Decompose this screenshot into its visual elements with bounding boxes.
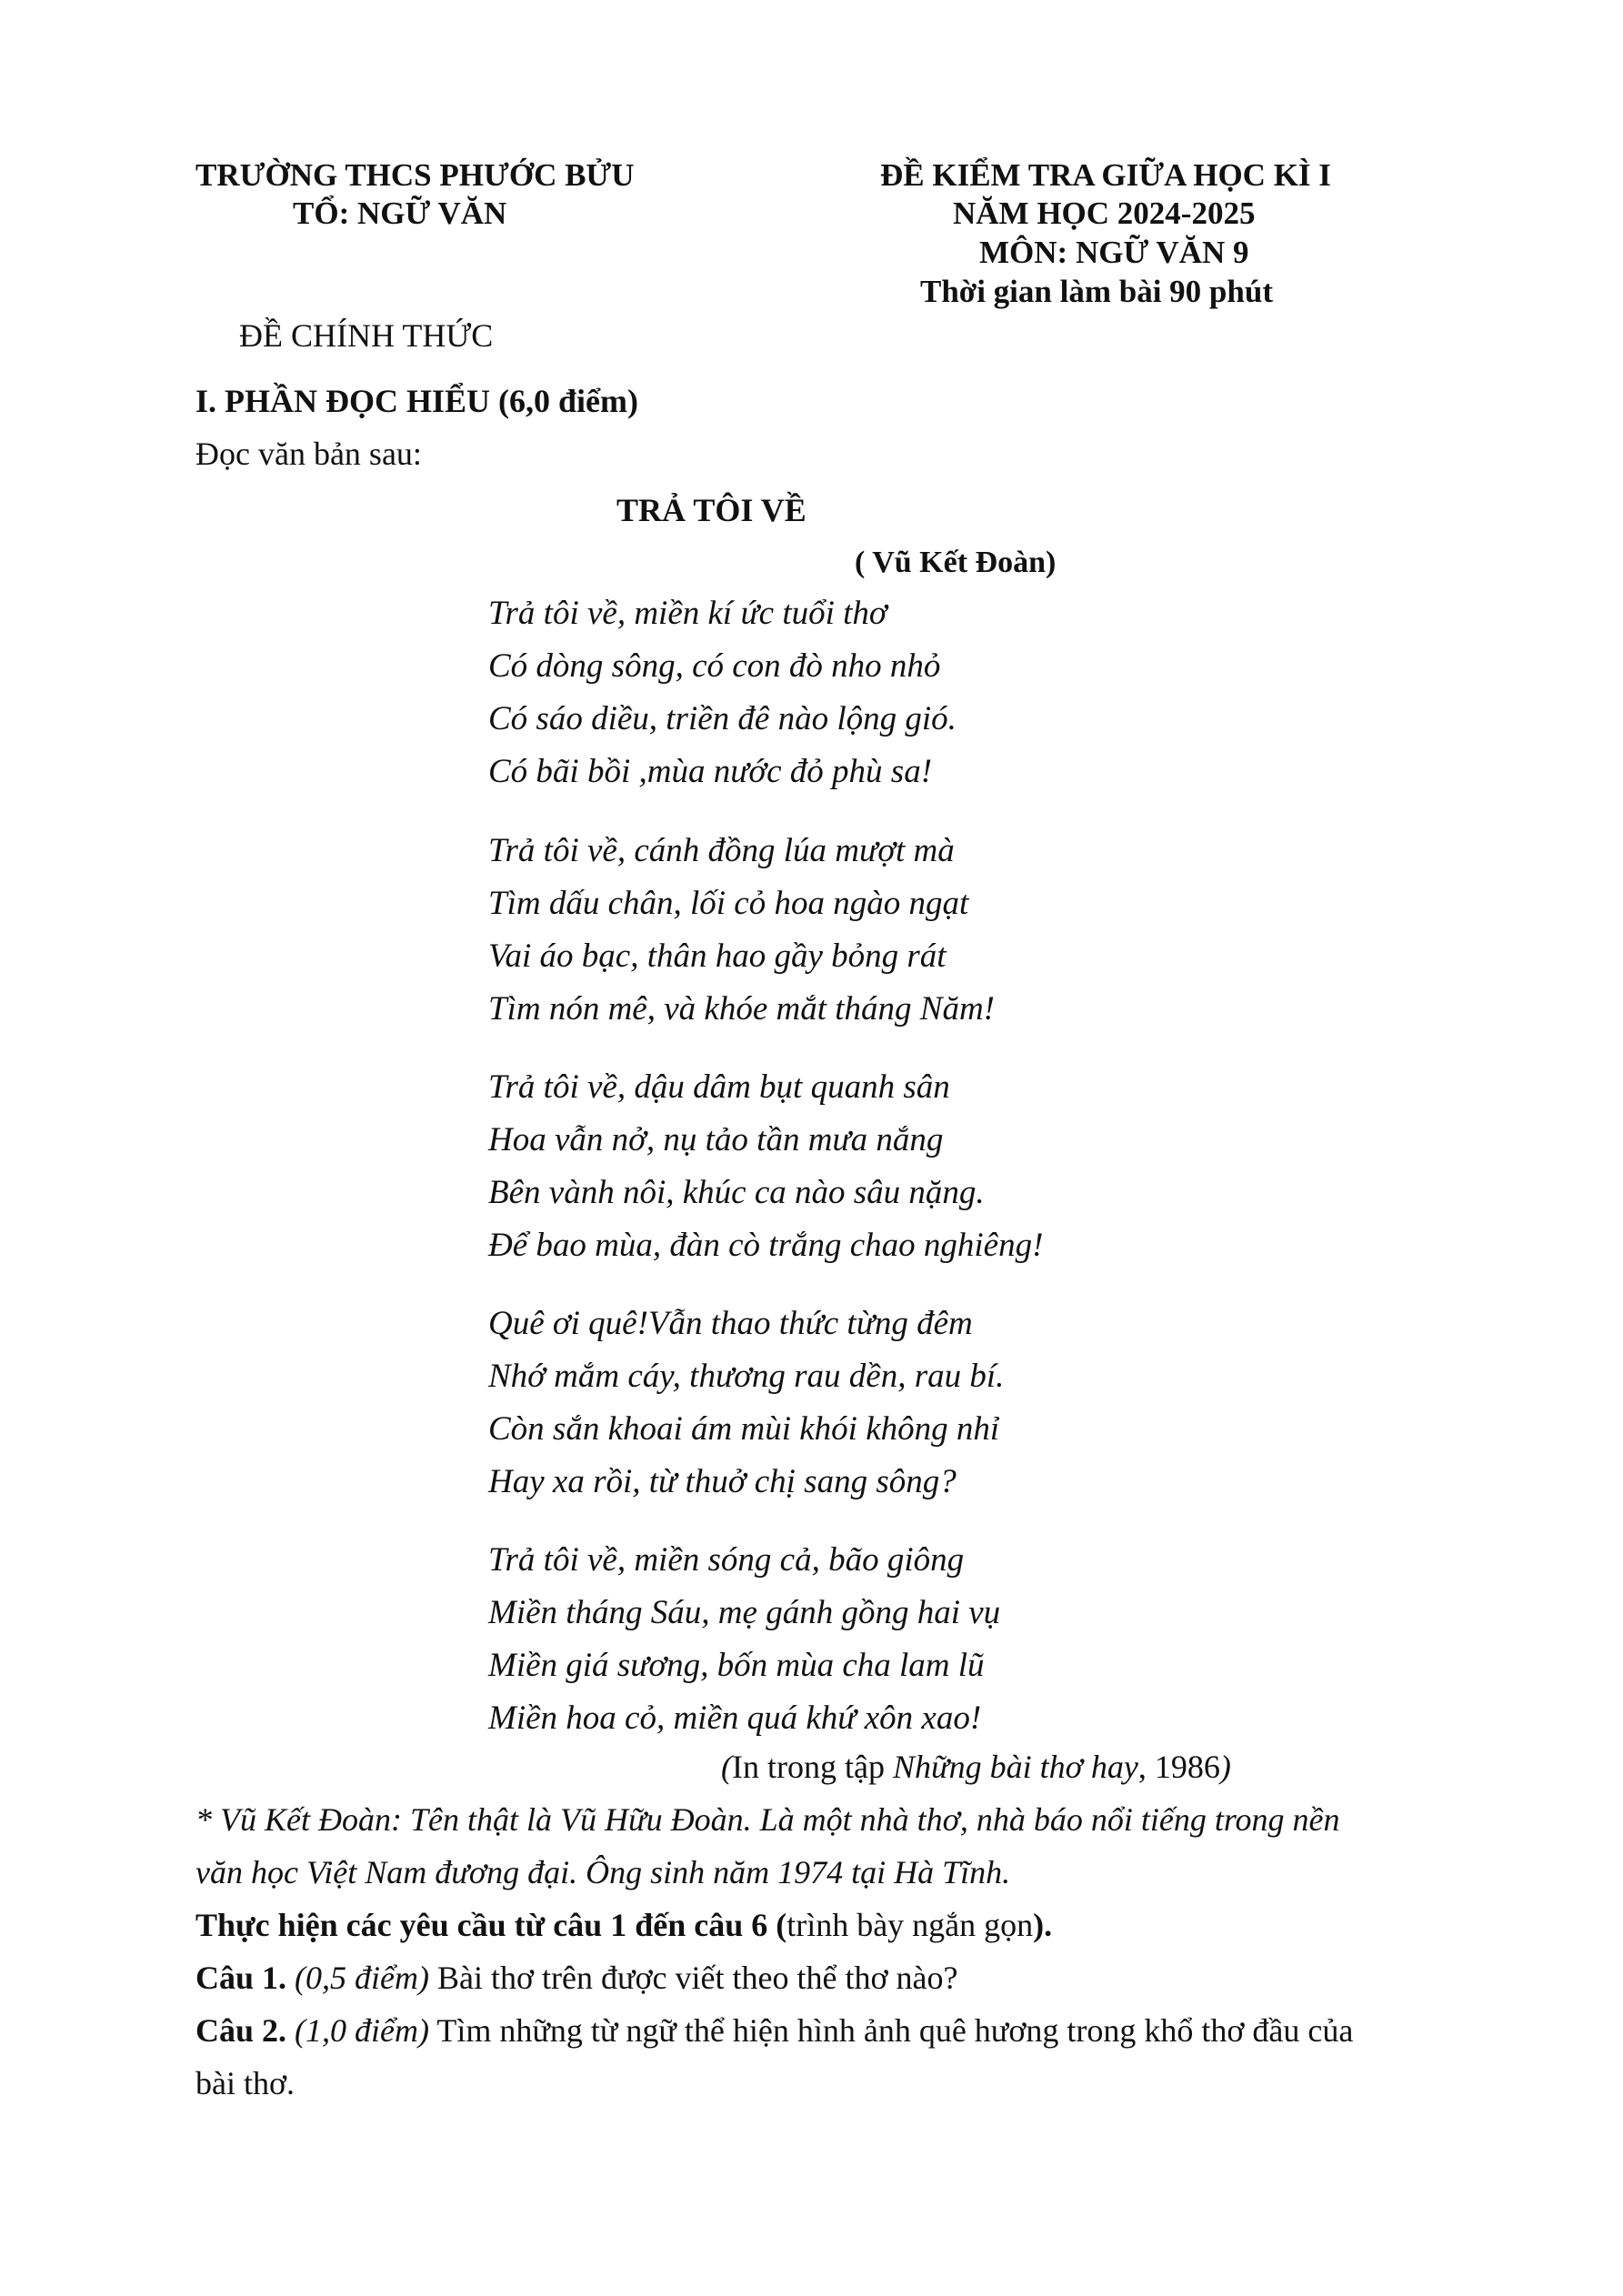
poem-line: Có bãi bồi ,mùa nước đỏ phù sa!: [488, 753, 933, 790]
poem-line: Tìm nón mê, và khóe mắt tháng Năm!: [488, 990, 995, 1028]
task-instruction: [195, 1906, 1052, 1944]
poem-line: Hoa vẫn nở, nụ tảo tần mưa nắng: [488, 1121, 944, 1158]
source-open-paren: (: [721, 1749, 732, 1785]
source-close-paren: ): [1219, 1749, 1231, 1785]
subject: MÔN: NGỮ VĂN 9: [979, 235, 1249, 270]
question-points: (0,5 điểm): [295, 1960, 429, 1996]
question-text: Bài thơ trên được viết theo thể thơ nào?: [437, 1960, 958, 1996]
question-label: Câu 2.: [195, 2012, 287, 2049]
official-label: ĐỀ CHÍNH THỨC: [239, 317, 494, 354]
poem-line: Có sáo diều, triền đê nào lộng gió.: [488, 700, 957, 737]
poem-line: Hay xa rồi, từ thuở chị sang sông?: [488, 1463, 957, 1500]
poem-source: [721, 1748, 1231, 1786]
poem-line: Nhớ mắm cáy, thương rau dền, rau bí.: [488, 1358, 1005, 1395]
question-2-continuation: bài thơ.: [195, 2065, 296, 2101]
author-note-line-1: * Vũ Kết Đoàn: Tên thật là Vũ Hữu Đoàn. Là một nhà thơ, nhà báo nổi tiếng trong nền: [195, 1801, 1340, 1838]
poem-line: Miền hoa cỏ, miền quá khứ xôn xao!: [488, 1699, 982, 1737]
question-1: [195, 1959, 957, 1997]
duration: Thời gian làm bài 90 phút: [920, 274, 1273, 309]
section-title: I. PHẦN ĐỌC HIỂU (6,0 điểm): [195, 383, 638, 419]
source-prefix: In trong tập: [732, 1749, 893, 1785]
task-normal: trình bày ngắn gọn: [786, 1907, 1034, 1943]
poem-line: Trả tôi về, dậu dâm bụt quanh sân: [488, 1068, 950, 1106]
poem-line: Trả tôi về, miền kí ức tuổi thơ: [488, 595, 887, 632]
poem-line: Miền tháng Sáu, mẹ gánh gồng hai vụ: [488, 1594, 1001, 1631]
poem-line: Bên vành nôi, khúc ca nào sâu nặng.: [488, 1174, 985, 1211]
task-bold-start: Thực hiện các yêu cầu từ câu 1 đến câu 6 (: [195, 1907, 787, 1943]
school-year: NĂM HỌC 2024-2025: [953, 196, 1256, 231]
source-year: , 1986: [1137, 1749, 1220, 1785]
poem-line: Trả tôi về, cánh đồng lúa mượt mà: [488, 832, 955, 869]
poem-line: Quê ơi quê!Vẫn thao thức từng đêm: [488, 1305, 973, 1342]
source-book-title: Những bài thơ hay: [892, 1749, 1138, 1785]
poem-line: Miền giá sương, bốn mùa cha lam lũ: [488, 1647, 985, 1684]
poem-line: Tìm dấu chân, lối cỏ hoa ngào ngạt: [488, 885, 969, 922]
question-label: Câu 1.: [195, 1960, 287, 1996]
question-text: Tìm những từ ngữ thể hiện hình ảnh quê hương trong khổ thơ đầu của: [436, 2012, 1354, 2049]
poem-title: TRẢ TÔI VỀ: [616, 492, 806, 528]
exam-title: ĐỀ KIỂM TRA GIỮA HỌC KÌ I: [880, 157, 1331, 193]
poem-author: ( Vũ Kết Đoàn): [855, 546, 1057, 579]
poem-line: Vai áo bạc, thân hao gầy bỏng rát: [488, 937, 947, 975]
poem-line: Còn sắn khoai ám mùi khói không nhỉ: [488, 1410, 1000, 1448]
school-name: TRƯỜNG THCS PHƯỚC BỬU: [195, 157, 635, 193]
author-note-line-2: văn học Việt Nam đương đại. Ông sinh năm 1974 tại Hà Tĩnh.: [195, 1854, 1011, 1890]
task-bold-end: ).: [1033, 1907, 1053, 1943]
poem-line: Để bao mùa, đàn cò trắng chao nghiêng!: [488, 1227, 1044, 1264]
question-points: (1,0 điểm): [295, 2012, 429, 2049]
department: TỔ: NGỮ VĂN: [293, 196, 507, 231]
poem-line: Trả tôi về, miền sóng cả, bão giông: [488, 1541, 965, 1579]
question-2: [195, 2011, 1353, 2050]
reading-instruction: Đọc văn bản sau:: [195, 436, 422, 472]
poem-line: Có dòng sông, có con đò nho nhỏ: [488, 647, 941, 685]
